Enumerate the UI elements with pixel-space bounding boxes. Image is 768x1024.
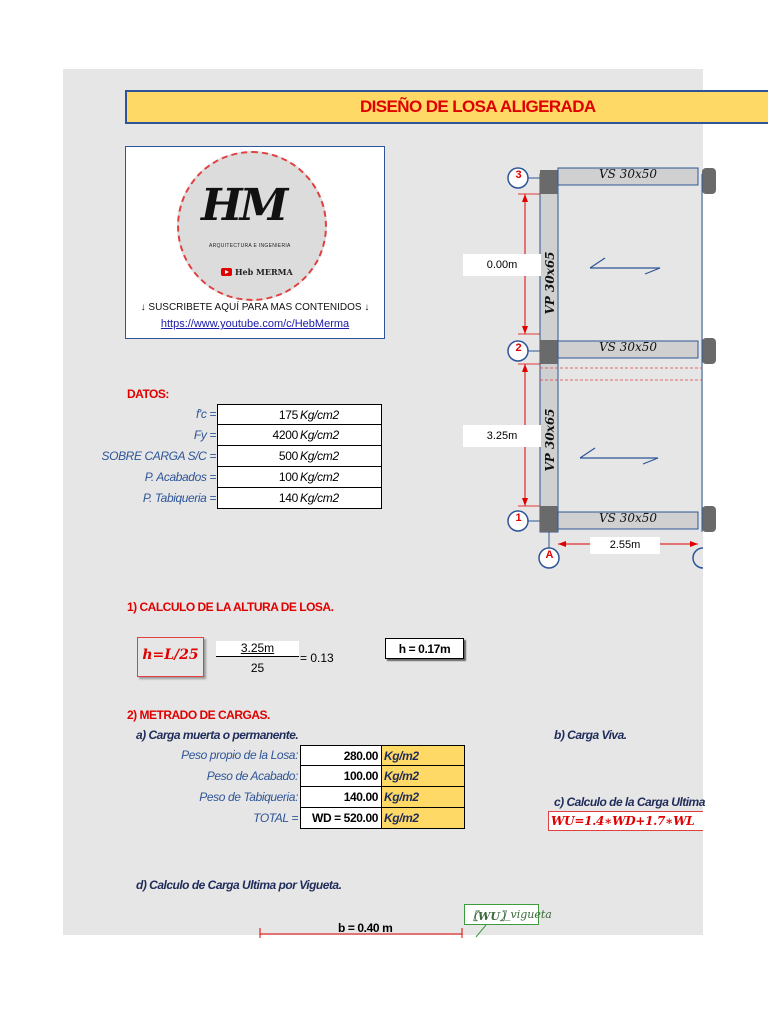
vigueta-width-label: b = 0.40 m <box>338 921 393 935</box>
metrado-unit: Kg/m2 <box>382 766 465 787</box>
datos-row <box>217 488 382 509</box>
datos-label-tabiqueria: P. Tabiqueria = <box>142 491 216 505</box>
plan-dim-arrow <box>690 541 698 547</box>
logo-mark: HM <box>201 180 286 231</box>
sub-heading-c: c) Calculo de la Carga Ultima <box>554 795 705 809</box>
metrado-row <box>300 787 465 808</box>
fraction-result: = 0.13 <box>300 651 334 665</box>
axis-label-2: 2 <box>515 342 522 354</box>
metrado-unit: Kg/m2 <box>382 808 465 829</box>
datos-table <box>217 404 382 509</box>
page-title: DISEÑO DE LOSA ALIGERADA <box>360 97 596 116</box>
axis-label-3: 3 <box>515 169 522 181</box>
metrado-unit: Kg/m2 <box>382 787 465 808</box>
structural-plan <box>500 160 768 570</box>
plan-column-2b <box>702 338 716 364</box>
datos-heading: DATOS: <box>127 387 169 401</box>
plan-dim-arrow <box>522 498 528 506</box>
sub-heading-a: a) Carga muerta o permanente. <box>136 728 299 742</box>
plan-column-3a <box>540 170 558 194</box>
axis-label-1: 1 <box>515 512 522 524</box>
metrado-label-acabado: Peso de Acabado: <box>206 769 298 783</box>
plan-axis-circle-partial <box>693 548 703 568</box>
metrado-table <box>300 745 465 829</box>
dim-span-top: 0.00m <box>463 254 541 276</box>
wu-vigueta-pointer <box>470 925 490 939</box>
beam-label-middle: VS 30x50 <box>598 340 657 354</box>
datos-unit: Kg/cm2 <box>300 449 339 463</box>
metrado-label-losa: Peso propio de la Losa: <box>181 748 298 762</box>
datos-row <box>217 404 382 425</box>
datos-label-sc: SOBRE CARGA S/C = <box>101 449 216 463</box>
metrado-label-total: TOTAL = <box>253 811 298 825</box>
section2-heading: 2) METRADO DE CARGAS. <box>127 708 270 722</box>
plan-dim-arrow <box>522 364 528 372</box>
column-label-top: VP 30x65 <box>543 251 557 315</box>
wu-vigueta-formula <box>464 904 552 925</box>
datos-value[interactable]: 500 <box>278 449 298 463</box>
datos-label-fc: f'c = <box>196 407 216 421</box>
datos-label-acabados: P. Acabados = <box>144 470 216 484</box>
h-result-box: h = 0.17m <box>385 638 464 659</box>
axis-label-a: A <box>545 549 554 561</box>
youtube-link[interactable]: https://www.youtube.com/c/HebMerma <box>160 318 350 330</box>
wu-vigueta-symbol: 〖WU〗 <box>467 910 511 923</box>
metrado-value: WD = 520.00 <box>300 808 382 829</box>
datos-value[interactable]: 4200 <box>272 428 298 442</box>
sub-heading-b: b) Carga Viva. <box>554 728 627 742</box>
wu-formula: WU=1.4∗WD+1.7∗WL <box>548 811 703 831</box>
datos-value[interactable]: 100 <box>278 470 298 484</box>
plan-column-3b <box>702 168 716 194</box>
metrado-value: 280.00 <box>300 745 382 766</box>
youtube-icon <box>221 268 232 276</box>
pointer-line <box>476 925 486 937</box>
datos-unit: Kg/cm2 <box>300 428 339 442</box>
wu-vigueta-sub: _vigueta <box>505 908 552 921</box>
plan-column-1b <box>702 506 716 532</box>
logo-subtitle: ARQUITECTURA E INGENIERIA <box>209 243 291 249</box>
dim-span-bottom: 3.25m <box>463 425 541 447</box>
datos-value[interactable]: 140 <box>278 491 298 505</box>
sub-heading-d: d) Calculo de Carga Ultima por Vigueta. <box>136 878 342 892</box>
metrado-row <box>300 766 465 787</box>
beam-label-top: VS 30x50 <box>598 167 657 181</box>
formula-h: h=L/25 <box>137 637 204 677</box>
metrado-value: 100.00 <box>300 766 382 787</box>
channel-name: Heb MERMA <box>235 267 293 277</box>
column-label-bottom: VP 30x65 <box>543 408 557 472</box>
metrado-label-tabiqueria: Peso de Tabiqueria: <box>199 790 298 804</box>
metrado-row <box>300 808 465 829</box>
plan-dim-arrow <box>522 326 528 334</box>
datos-row <box>217 467 382 488</box>
plan-dim-arrow <box>522 194 528 202</box>
plan-column-1a <box>540 506 558 532</box>
datos-row <box>217 425 382 446</box>
datos-label-fy: Fy = <box>193 428 216 442</box>
plan-direction-arrow-bottom <box>580 448 658 464</box>
plan-dim-arrow <box>558 541 566 547</box>
datos-unit: Kg/cm2 <box>300 408 339 422</box>
metrado-unit: Kg/m2 <box>382 745 465 766</box>
datos-row <box>217 446 382 467</box>
section1-heading: 1) CALCULO DE LA ALTURA DE LOSA. <box>127 600 334 614</box>
fraction-numerator: 3.25m <box>216 641 299 657</box>
metrado-row <box>300 745 465 766</box>
dim-width: 2.55m <box>590 537 660 554</box>
datos-unit: Kg/cm2 <box>300 491 339 505</box>
plan-column-2a <box>540 340 558 364</box>
plan-direction-arrow-top <box>590 258 660 274</box>
beam-label-bottom: VS 30x50 <box>598 511 657 525</box>
fraction-denominator: 25 <box>250 661 265 675</box>
datos-unit: Kg/cm2 <box>300 470 339 484</box>
subscribe-text: ↓ SUSCRIBETE AQUÍ PARA MAS CONTENIDOS ↓ <box>140 302 370 313</box>
metrado-value: 140.00 <box>300 787 382 808</box>
datos-value[interactable]: 175 <box>278 408 298 422</box>
vigueta-dimension <box>258 926 464 938</box>
